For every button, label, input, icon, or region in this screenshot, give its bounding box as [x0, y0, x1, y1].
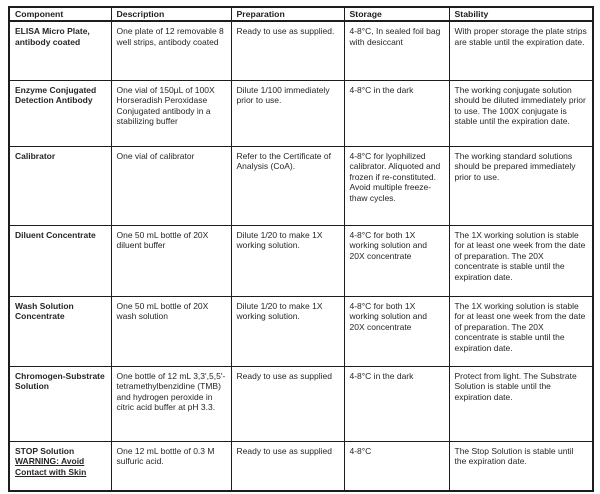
preparation-cell: Dilute 1/100 immediately prior to use.: [231, 80, 344, 146]
preparation-cell: Ready to use as supplied: [231, 366, 344, 441]
description-cell: One 50 mL bottle of 20X wash solution: [111, 296, 231, 366]
preparation-cell: Dilute 1/20 to make 1X working solution.: [231, 296, 344, 366]
description-cell: One 12 mL bottle of 0.3 M sulfuric acid.: [111, 441, 231, 491]
storage-cell: 4-8°C in the dark: [344, 80, 449, 146]
component-cell: Enzyme Conjugated Detection Antibody: [9, 80, 111, 146]
component-cell: ELISA Micro Plate, antibody coated: [9, 21, 111, 80]
component-cell: [9, 441, 111, 491]
component-cell: Chromogen-Substrate Solution: [9, 366, 111, 441]
component-cell: Diluent Concentrate: [9, 225, 111, 296]
stability-cell: The working conjugate solution should be diluted immediately prior to use. The 100X conjugate is stable until the expiration date.: [449, 80, 593, 146]
component-cell: Calibrator: [9, 146, 111, 225]
kit-components-table: [8, 6, 594, 492]
description-cell: One vial of 150µL of 100X Horseradish Peroxidase Conjugated antibody in a stabilizing buffer: [111, 80, 231, 146]
description-cell: One vial of calibrator: [111, 146, 231, 225]
column-header-component: Component: [9, 7, 111, 21]
stability-cell: The 1X working solution is stable for at least one week from the date of preparation. The 20X concentrate is stable until the expiration date.: [449, 225, 593, 296]
table-row-chromogen-substrate: [9, 366, 593, 441]
preparation-cell: Refer to the Certificate of Analysis (CoA).: [231, 146, 344, 225]
column-header-storage: Storage: [344, 7, 449, 21]
storage-cell: 4-8°C for lyophilized calibrator. Aliquoted and frozen if re-constituted. Avoid multiple freeze-thaw cycles.: [344, 146, 449, 225]
table-row-stop-solution: [9, 441, 593, 491]
storage-cell: 4-8°C for both 1X working solution and 20X concentrate: [344, 296, 449, 366]
column-header-stability: Stability: [449, 7, 593, 21]
table-header-row: [9, 7, 593, 21]
stability-cell: The Stop Solution is stable until the expiration date.: [449, 441, 593, 491]
table-row-diluent-concentrate: [9, 225, 593, 296]
table-row-enzyme-conjugate: [9, 80, 593, 146]
description-cell: One 50 mL bottle of 20X diluent buffer: [111, 225, 231, 296]
stability-cell: Protect from light. The Substrate Solution is stable until the expiration date.: [449, 366, 593, 441]
description-cell: One plate of 12 removable 8 well strips, antibody coated: [111, 21, 231, 80]
column-header-preparation: Preparation: [231, 7, 344, 21]
description-cell: One bottle of 12 mL 3,3',5,5'-tetramethylbenzidine (TMB) and hydrogen peroxide in citric acid buffer at pH 3.3.: [111, 366, 231, 441]
stability-cell: The working standard solutions should be prepared immediately prior to use.: [449, 146, 593, 225]
preparation-cell: Dilute 1/20 to make 1X working solution.: [231, 225, 344, 296]
storage-cell: 4-8°C in the dark: [344, 366, 449, 441]
storage-cell: 4-8°C, In sealed foil bag with desiccant: [344, 21, 449, 80]
stop-solution-label: STOP Solution: [15, 445, 75, 456]
stability-cell: The 1X working solution is stable for at least one week from the date of preparation. The 20X concentrate is stable until the expiration date.: [449, 296, 593, 366]
storage-cell: 4-8°C for both 1X working solution and 20X concentrate: [344, 225, 449, 296]
preparation-cell: Ready to use as supplied.: [231, 21, 344, 80]
table-row-wash-solution: [9, 296, 593, 366]
column-header-description: Description: [111, 7, 231, 21]
preparation-cell: Ready to use as supplied: [231, 441, 344, 491]
storage-cell: 4-8°C: [344, 441, 449, 491]
component-cell: Wash Solution Concentrate: [9, 296, 111, 366]
stop-solution-warning-label: WARNING: Avoid Contact with Skin: [15, 456, 87, 477]
stability-cell: With proper storage the plate strips are stable until the expiration date.: [449, 21, 593, 80]
table-row-elisa-micro-plate: [9, 21, 593, 80]
table-row-calibrator: [9, 146, 593, 225]
